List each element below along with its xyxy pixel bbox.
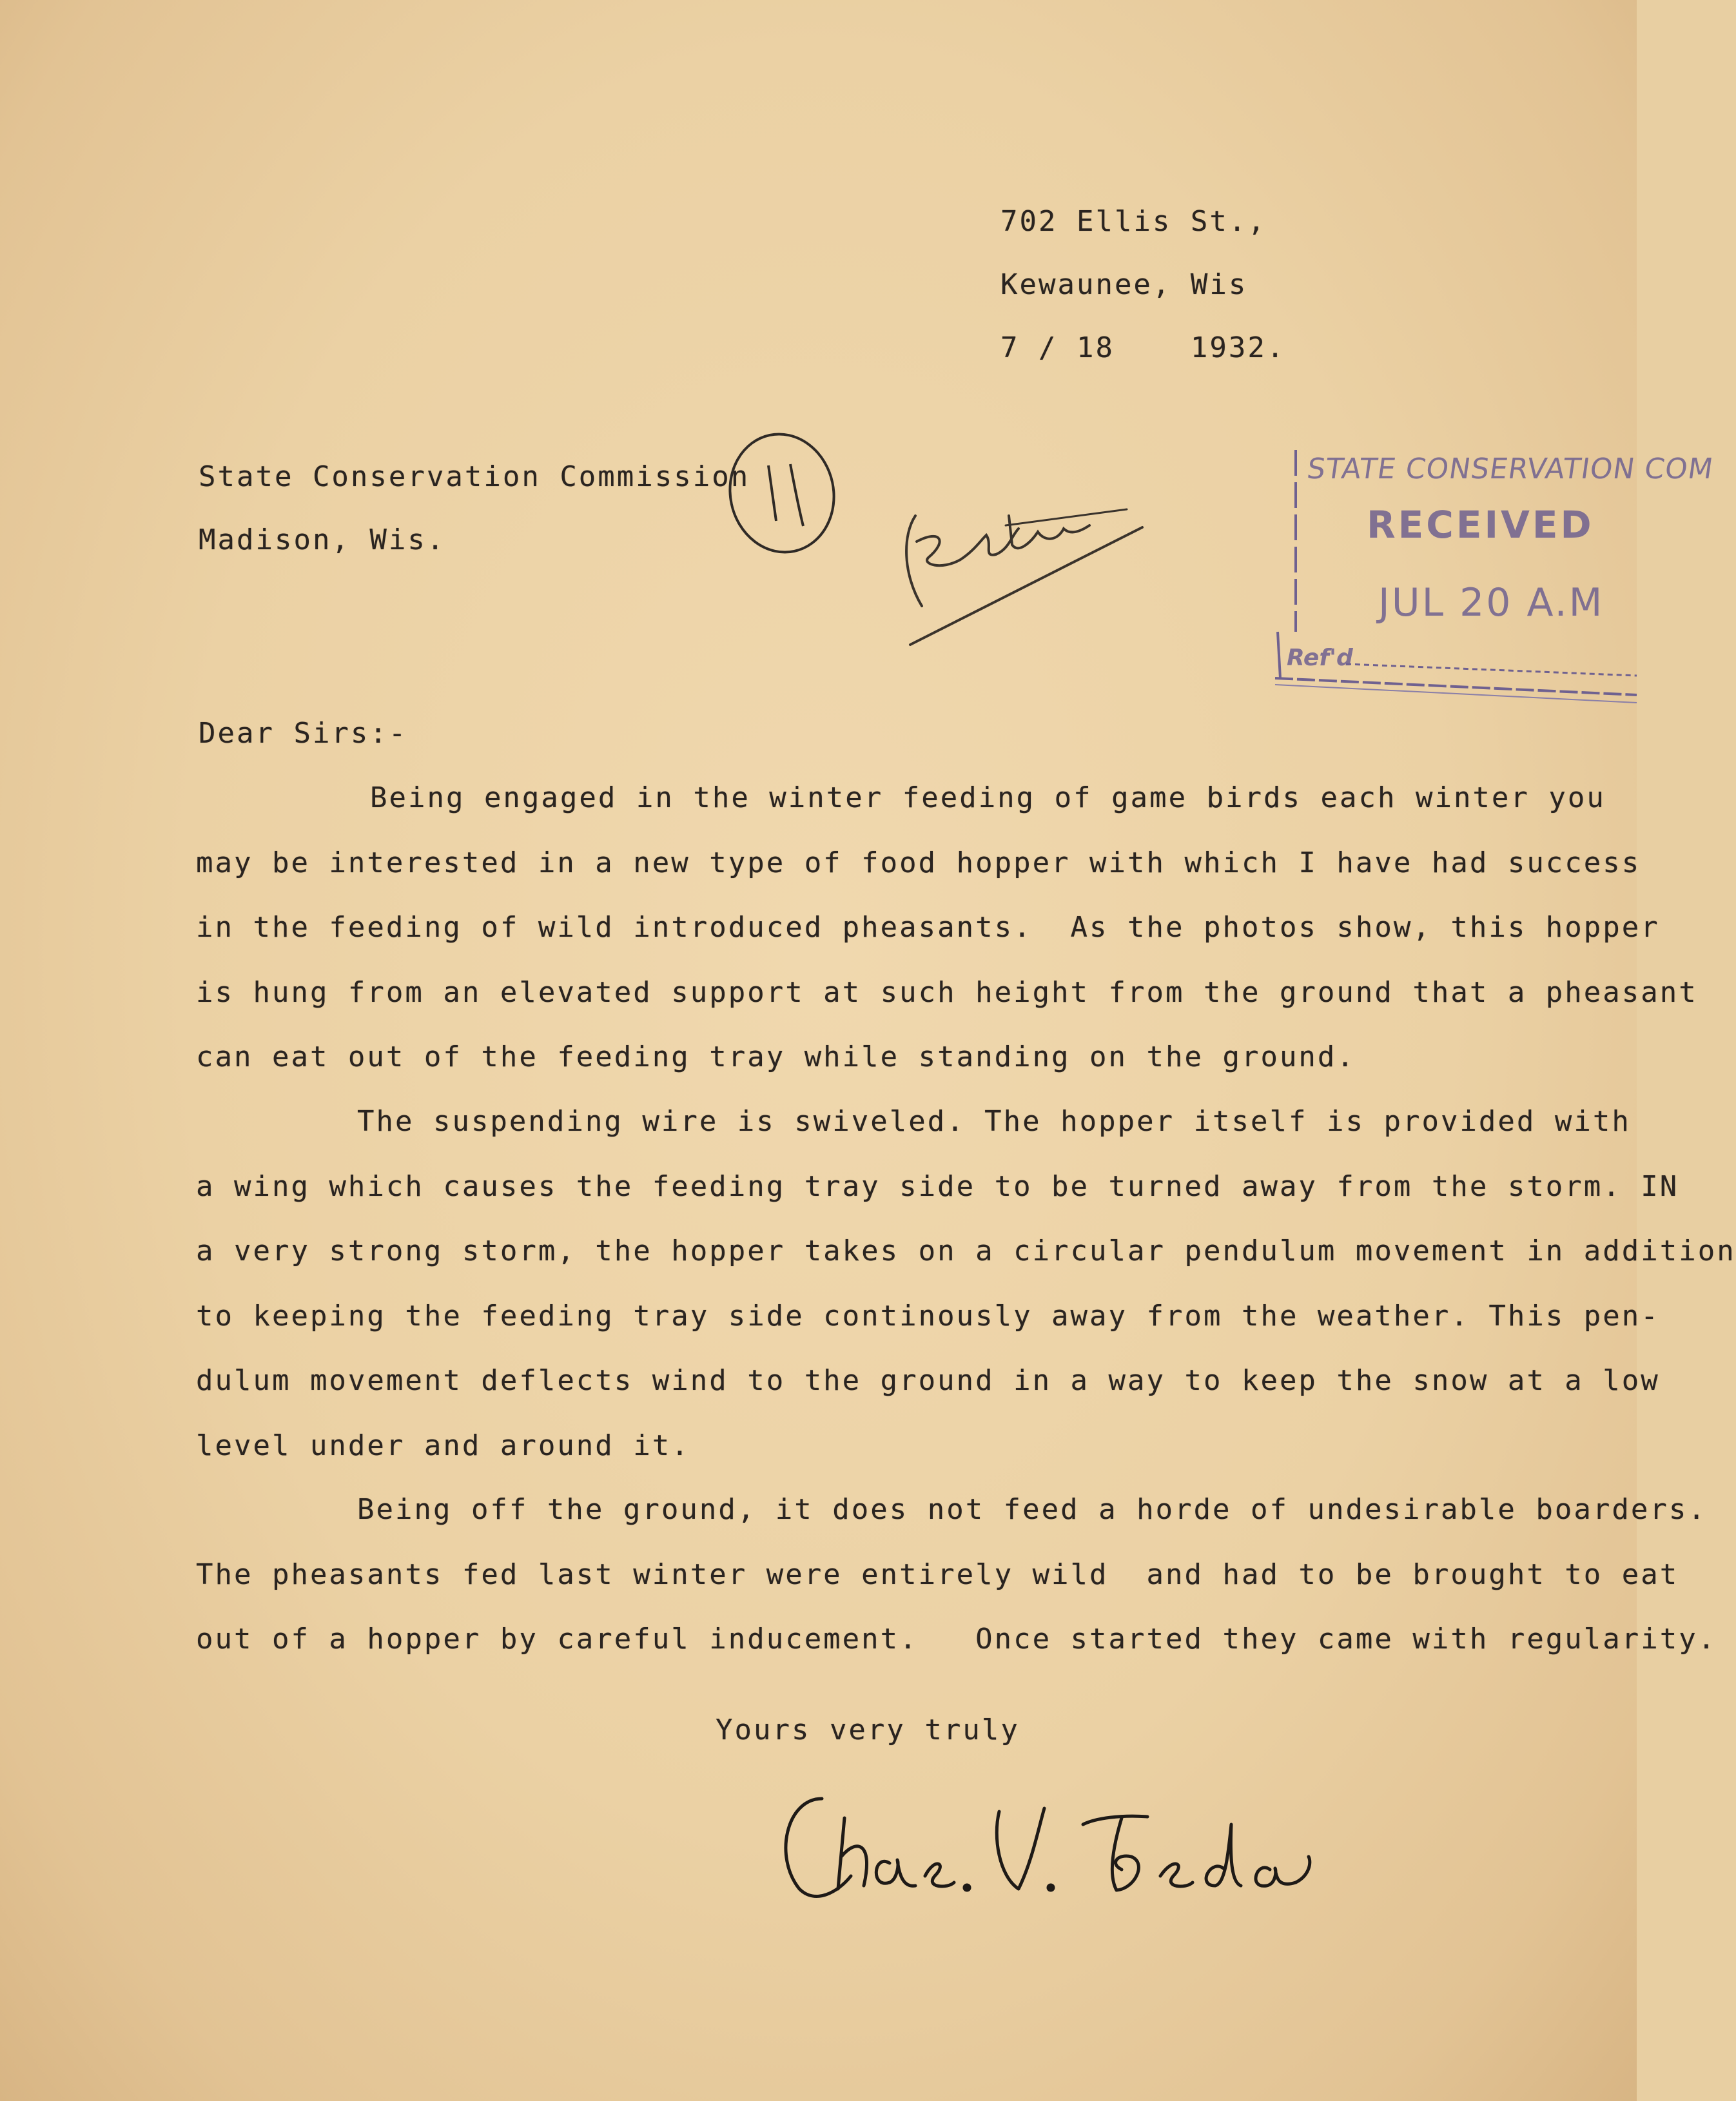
body-paragraph-2 [196,1090,1736,1478]
body-line: out of a hopper by careful inducement. Once started they came with regularity. [196,1623,1717,1656]
body-line: The suspending wire is swiveled. The hopper itself is provided with [357,1105,1631,1138]
sender-city: Kewaunee, Wis [1000,268,1248,301]
recipient-line-1: State Conservation Commission [199,460,750,493]
body-line: may be interested in a new type of food hopper with which I have had success [196,846,1641,879]
body-line: can eat out of the feeding tray while standing on the ground. [196,1041,1356,1073]
handwritten-annotations [709,413,1160,658]
body-line: The pheasants fed last winter were entirely wild and had to be brought to eat [196,1558,1679,1591]
sender-street: 702 Ellis St., [1000,205,1267,238]
body-line: Being engaged in the winter feeding of game birds each winter you [370,781,1606,814]
body-line: to keeping the feeding tray side continously away from the weather. This pen- [196,1299,1660,1333]
recipient-line-2: Madison, Wis. [199,523,446,556]
body-line: a very strong storm, the hopper takes on a circular pendulum movement in addition [196,1235,1736,1267]
return-note-annotation [906,509,1142,645]
body-line: level under and around it. [196,1429,690,1462]
salutation: Dear Sirs:- [199,717,408,750]
body-line: dulum movement deflects wind to the ground in a way to keep the snow at a low [196,1364,1660,1397]
received-stamp [1269,438,1716,709]
body-line: Being off the ground, it does not feed a horde of undesirable boarders. [357,1493,1707,1526]
body-line: in the feeding of wild introduced pheasants. As the photos show, this hopper [196,911,1660,944]
circled-number-annotation [709,412,844,562]
stamp-status: RECEIVED [1367,503,1594,547]
stamp-organization: STATE CONSERVATION COM [1305,453,1716,485]
handwritten-signature [761,1779,1315,1921]
body-paragraph-1 [196,766,1698,1090]
body-paragraph-3 [196,1478,1717,1672]
closing: Yours very truly [716,1714,1020,1746]
body-line: a wing which causes the feeding tray side to be turned away from the storm. IN [196,1169,1679,1203]
stamp-date: JUL 20 A.M [1378,580,1604,625]
body-line: is hung from an elevated support at such height from the ground that a pheasant [196,975,1698,1009]
stamp-ref-label: Ref'd [1287,645,1353,671]
letter-date: 7 / 18 1932. [1000,331,1286,364]
